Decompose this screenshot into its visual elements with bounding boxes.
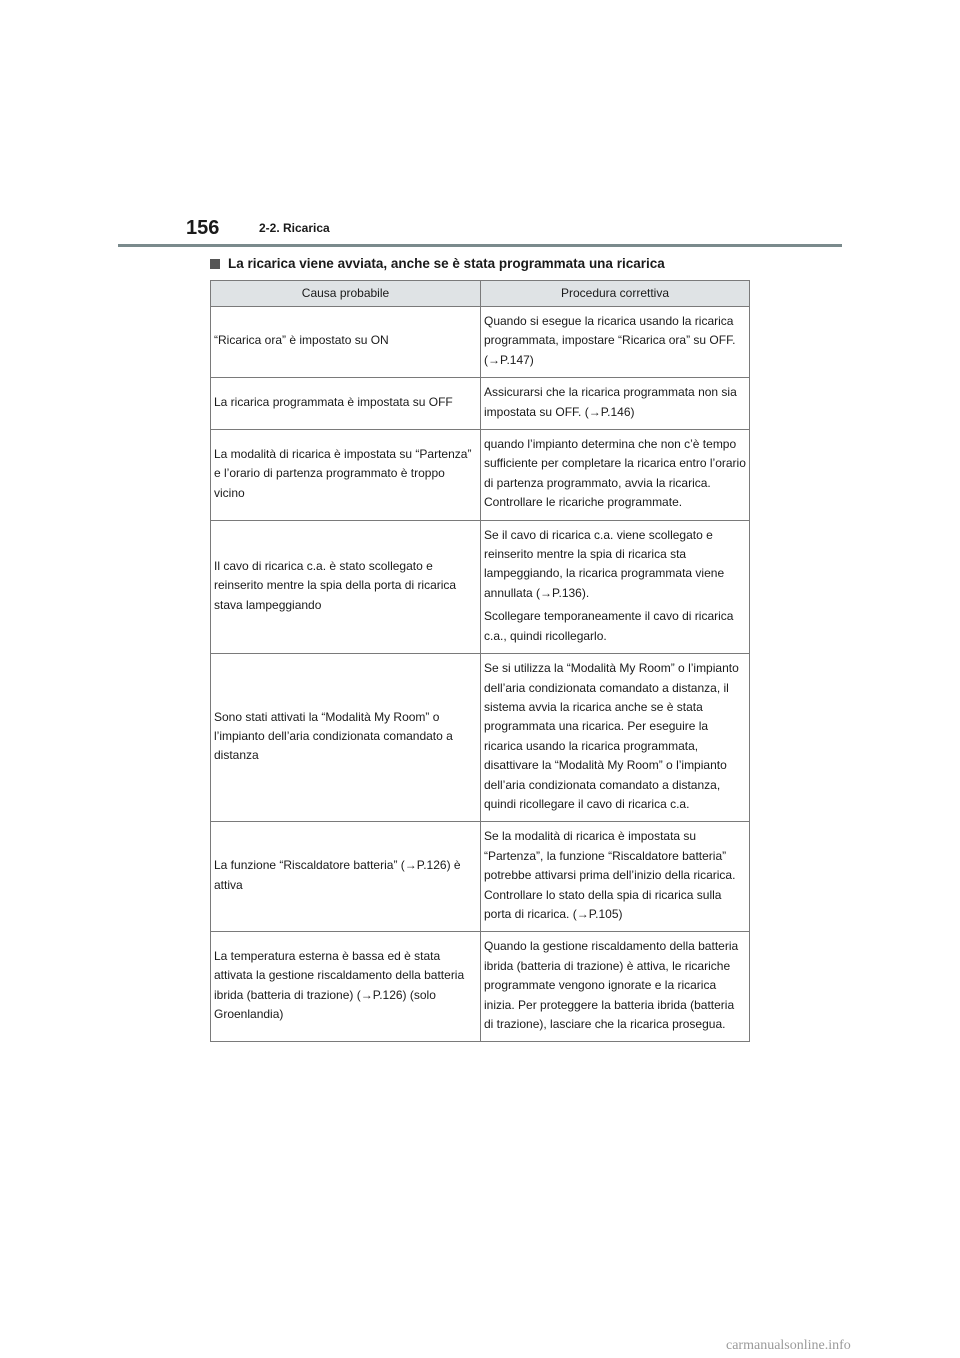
square-bullet-icon <box>210 259 220 269</box>
remedy-paragraph: Se il cavo di ricarica c.a. viene scollegato e reinserito mentre la spia di ricarica sta lampeggiando, la ricarica programmata viene annullata (→P.136). <box>484 527 725 600</box>
remedy-cell <box>481 654 750 822</box>
remedy-cell <box>481 378 750 430</box>
table-header-row <box>211 281 750 307</box>
cause-cell: La funzione “Riscaldatore batteria” (→P.126) è attiva <box>211 822 481 932</box>
header-remedy: Procedura correttiva <box>481 281 750 307</box>
remedy-paragraph: Se la modalità di ricarica è impostata su “Partenza”, la funzione “Riscaldatore batteria” potrebbe attivarsi prima dell’inizio della ricarica. Controllare lo stato della spia di ricarica sulla porta di ricarica. (→P.105) <box>484 829 736 921</box>
cause-cell: La modalità di ricarica è impostata su “Partenza” e l’orario di partenza programmato è troppo vicino <box>211 430 481 521</box>
table-row <box>211 430 750 521</box>
cause-cell: “Ricarica ora” è impostato su ON <box>211 307 481 378</box>
header-rule <box>118 244 842 247</box>
table-row <box>211 932 750 1042</box>
table-row <box>211 654 750 822</box>
header-cause: Causa probabile <box>211 281 481 307</box>
table-row <box>211 520 750 653</box>
table-row <box>211 822 750 932</box>
page-number: 156 <box>186 217 220 239</box>
remedy-cell <box>481 430 750 521</box>
remedy-paragraph: Assicurarsi che la ricarica programmata non sia impostata su OFF. (→P.146) <box>484 385 737 419</box>
table-row <box>211 307 750 378</box>
remedy-paragraph: Scollegare temporaneamente il cavo di ricarica c.a., quindi ricollegarlo. <box>484 609 734 643</box>
cause-cell: La temperatura esterna è bassa ed è stata attivata la gestione riscaldamento della batteria ibrida (batteria di trazione) (→P.126) (solo Groenlandia) <box>211 932 481 1042</box>
cause-cell: Sono stati attivati la “Modalità My Room” o l’impianto dell’aria condizionata comandato a distanza <box>211 654 481 822</box>
section-title: 2-2. Ricarica <box>259 221 330 235</box>
remedy-cell <box>481 520 750 653</box>
troubleshooting-table <box>210 280 750 1042</box>
heading-text: La ricarica viene avviata, anche se è stata programmata una ricarica <box>228 256 665 271</box>
remedy-cell <box>481 932 750 1042</box>
cause-cell: Il cavo di ricarica c.a. è stato scollegato e reinserito mentre la spia della porta di ricarica stava lampeggiando <box>211 520 481 653</box>
section-heading <box>210 256 665 271</box>
cause-cell: La ricarica programmata è impostata su OFF <box>211 378 481 430</box>
remedy-paragraph: Quando la gestione riscaldamento della batteria ibrida (batteria di trazione) è attiva, le ricariche programmate vengono ignorate e la ricarica inizia. Per proteggere la batteria ibrida (batteria di trazione), lasciare che la ricarica prosegua. <box>484 939 739 1031</box>
watermark: carmanualsonline.info <box>726 1338 851 1353</box>
remedy-paragraph: Quando si esegue la ricarica usando la ricarica programmata, impostare “Ricarica ora” su OFF. (→P.147) <box>484 314 736 367</box>
remedy-cell <box>481 307 750 378</box>
remedy-cell <box>481 822 750 932</box>
remedy-paragraph: Se si utilizza la “Modalità My Room” o l’impianto dell’aria condizionata comandato a distanza, il sistema avvia la ricarica anche se è stata programmata una ricarica. Per eseguire la ricarica usando la ricarica programmata, disattivare la “Modalità My Room” o l’impianto dell’aria condizionata comandato a distanza, quindi ricollegare il cavo di ricarica c.a. <box>484 661 739 811</box>
table-row <box>211 378 750 430</box>
remedy-paragraph: quando l’impianto determina che non c’è tempo sufficiente per completare la ricarica entro l’orario di partenza programmato, avvia la ricarica. Controllare le ricariche programmate. <box>484 437 746 510</box>
